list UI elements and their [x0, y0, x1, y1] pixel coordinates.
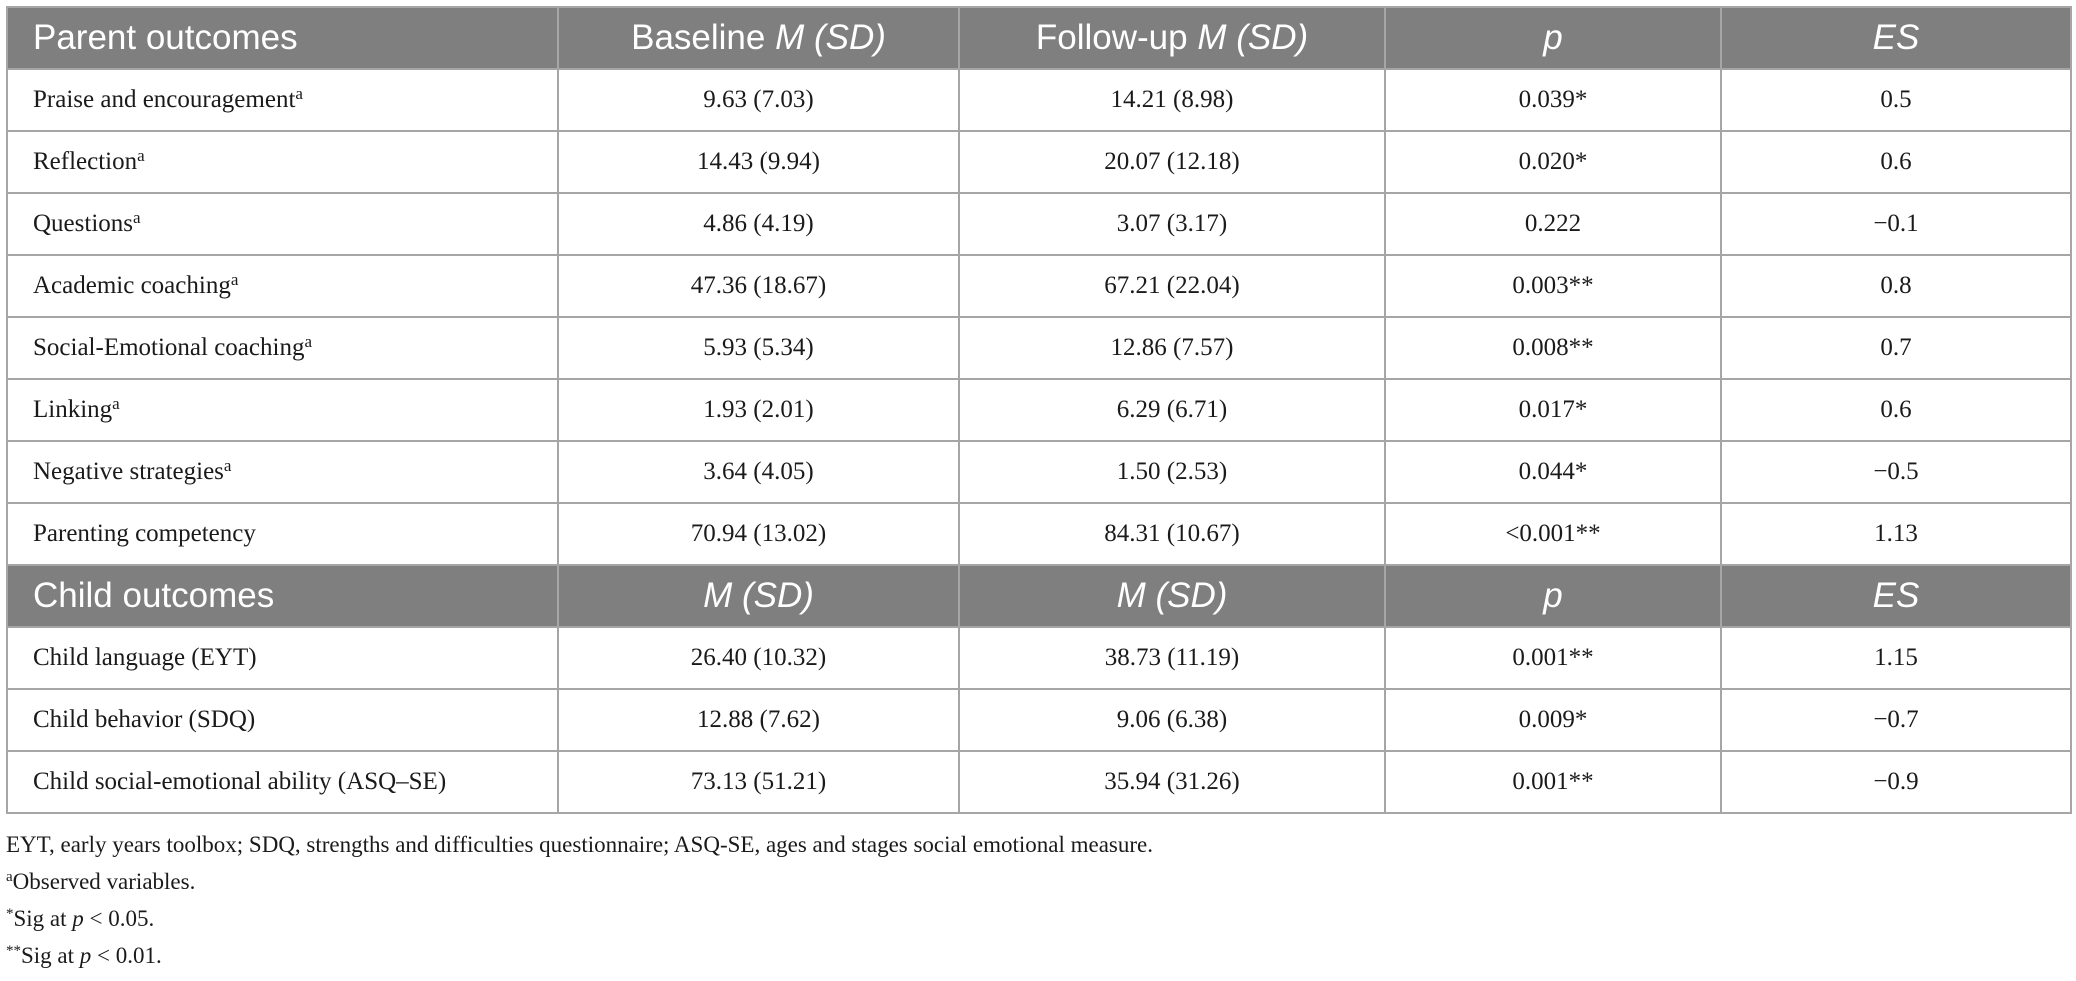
footnote-double-star-p: p [79, 943, 92, 968]
child-col3-header: M (SD) [959, 565, 1385, 627]
footnote-marker: a [133, 208, 141, 227]
row-label: Linking [33, 396, 113, 423]
row-label: Questions [33, 210, 133, 237]
parent-header-row [7, 7, 2071, 69]
footnote-marker: a [304, 332, 312, 351]
abbreviations-note: EYT, early years toolbox; SDQ, strengths and difficulties questionnaire; ASQ-SE, ages and stages social emotional measure. [6, 832, 1153, 857]
row-label: Child language (EYT) [33, 644, 257, 671]
baseline-cell: 9.63 (7.03) [558, 69, 959, 131]
followup-cell: 1.50 (2.53) [959, 441, 1385, 503]
es-header: ES [1721, 7, 2071, 69]
row-label-cell [7, 379, 558, 441]
baseline-header [558, 7, 959, 69]
table-notes [6, 826, 2070, 974]
p-value-cell: 0.001** [1385, 627, 1721, 689]
followup-header [959, 7, 1385, 69]
footnote-single-star-marker: * [6, 906, 14, 922]
footnote-marker: a [112, 394, 120, 413]
row-label-cell [7, 317, 558, 379]
p-value-cell: 0.222 [1385, 193, 1721, 255]
table-row [7, 317, 2071, 379]
footnote-single-star-p: p [72, 906, 84, 931]
followup-cell: 84.31 (10.67) [959, 503, 1385, 565]
footnote-a-marker: a [6, 869, 13, 885]
row-label-cell [7, 503, 558, 565]
followup-cell: 20.07 (12.18) [959, 131, 1385, 193]
followup-header-stat: M (SD) [1197, 18, 1309, 57]
child-es-header: ES [1721, 565, 2071, 627]
table-row [7, 441, 2071, 503]
followup-cell: 35.94 (31.26) [959, 751, 1385, 813]
row-label: Child social-emotional ability (ASQ–SE) [33, 768, 447, 795]
row-label-cell [7, 689, 558, 751]
baseline-cell: 3.64 (4.05) [558, 441, 959, 503]
results-table [6, 6, 2072, 814]
followup-cell: 67.21 (22.04) [959, 255, 1385, 317]
footnote-single-star [6, 900, 2070, 937]
table-row [7, 751, 2071, 813]
table-row [7, 379, 2071, 441]
footnote-a-text: Observed variables. [12, 869, 196, 894]
followup-cell: 9.06 (6.38) [959, 689, 1385, 751]
child-header-body [7, 565, 2071, 627]
p-value-cell: 0.044* [1385, 441, 1721, 503]
footnote-double-star-suffix: < 0.01. [91, 943, 162, 968]
p-header: p [1385, 7, 1721, 69]
baseline-header-label: Baseline [631, 18, 776, 57]
footnote-double-star-marker: ** [6, 943, 21, 959]
table-row [7, 255, 2071, 317]
baseline-cell: 70.94 (13.02) [558, 503, 959, 565]
baseline-header-stat: M (SD) [775, 18, 886, 57]
parent-outcomes-body [7, 69, 2071, 565]
effect-size-cell: 0.6 [1721, 379, 2071, 441]
effect-size-cell: −0.9 [1721, 751, 2071, 813]
child-p-header: p [1385, 565, 1721, 627]
footnote-single-star-suffix: < 0.05. [83, 906, 155, 931]
row-label: Child behavior (SDQ) [33, 706, 256, 733]
row-label-cell [7, 69, 558, 131]
table-row [7, 627, 2071, 689]
table-row [7, 193, 2071, 255]
child-col2-header: M (SD) [558, 565, 959, 627]
row-label: Negative strategies [33, 458, 224, 485]
table-row [7, 689, 2071, 751]
row-label: Reflection [33, 148, 138, 175]
followup-cell: 3.07 (3.17) [959, 193, 1385, 255]
effect-size-cell: −0.7 [1721, 689, 2071, 751]
row-label-cell [7, 131, 558, 193]
child-outcomes-header: Child outcomes [7, 565, 558, 627]
child-outcomes-body [7, 627, 2071, 813]
footnote-single-star-prefix: Sig at [13, 906, 73, 931]
row-label: Social-Emotional coaching [33, 334, 305, 361]
followup-cell: 6.29 (6.71) [959, 379, 1385, 441]
table-figure [6, 6, 2070, 974]
row-label: Academic coaching [33, 272, 231, 299]
row-label: Parenting competency [33, 520, 256, 547]
footnote-marker: a [295, 84, 303, 103]
table-row [7, 69, 2071, 131]
row-label-cell [7, 627, 558, 689]
effect-size-cell: 1.13 [1721, 503, 2071, 565]
baseline-cell: 1.93 (2.01) [558, 379, 959, 441]
row-label-cell [7, 193, 558, 255]
effect-size-cell: 0.7 [1721, 317, 2071, 379]
baseline-cell: 4.86 (4.19) [558, 193, 959, 255]
baseline-cell: 26.40 (10.32) [558, 627, 959, 689]
row-label-cell [7, 751, 558, 813]
row-label-cell [7, 441, 558, 503]
effect-size-cell: 0.5 [1721, 69, 2071, 131]
footnote-double-star-prefix: Sig at [21, 943, 80, 968]
child-header-row [7, 565, 2071, 627]
p-value-cell: 0.008** [1385, 317, 1721, 379]
baseline-cell: 14.43 (9.94) [558, 131, 959, 193]
baseline-cell: 47.36 (18.67) [558, 255, 959, 317]
p-value-cell: 0.017* [1385, 379, 1721, 441]
p-value-cell: 0.003** [1385, 255, 1721, 317]
row-label: Praise and encouragement [33, 86, 296, 113]
p-value-cell: <0.001** [1385, 503, 1721, 565]
followup-cell: 38.73 (11.19) [959, 627, 1385, 689]
p-value-cell: 0.020* [1385, 131, 1721, 193]
p-value-cell: 0.009* [1385, 689, 1721, 751]
row-label-cell [7, 255, 558, 317]
effect-size-cell: −0.5 [1721, 441, 2071, 503]
baseline-cell: 12.88 (7.62) [558, 689, 959, 751]
effect-size-cell: 0.6 [1721, 131, 2071, 193]
followup-cell: 14.21 (8.98) [959, 69, 1385, 131]
effect-size-cell: −0.1 [1721, 193, 2071, 255]
table-row [7, 131, 2071, 193]
footnote-double-star [6, 937, 2070, 974]
effect-size-cell: 1.15 [1721, 627, 2071, 689]
followup-header-label: Follow-up [1035, 18, 1198, 57]
footnote-a [6, 863, 2070, 900]
p-value-cell: 0.001** [1385, 751, 1721, 813]
footnote-marker: a [230, 270, 239, 289]
table-row [7, 503, 2071, 565]
parent-outcomes-header: Parent outcomes [7, 7, 558, 69]
followup-cell: 12.86 (7.57) [959, 317, 1385, 379]
footnote-marker: a [137, 146, 145, 165]
baseline-cell: 73.13 (51.21) [558, 751, 959, 813]
p-value-cell: 0.039* [1385, 69, 1721, 131]
footnote-marker: a [223, 456, 232, 475]
effect-size-cell: 0.8 [1721, 255, 2071, 317]
baseline-cell: 5.93 (5.34) [558, 317, 959, 379]
